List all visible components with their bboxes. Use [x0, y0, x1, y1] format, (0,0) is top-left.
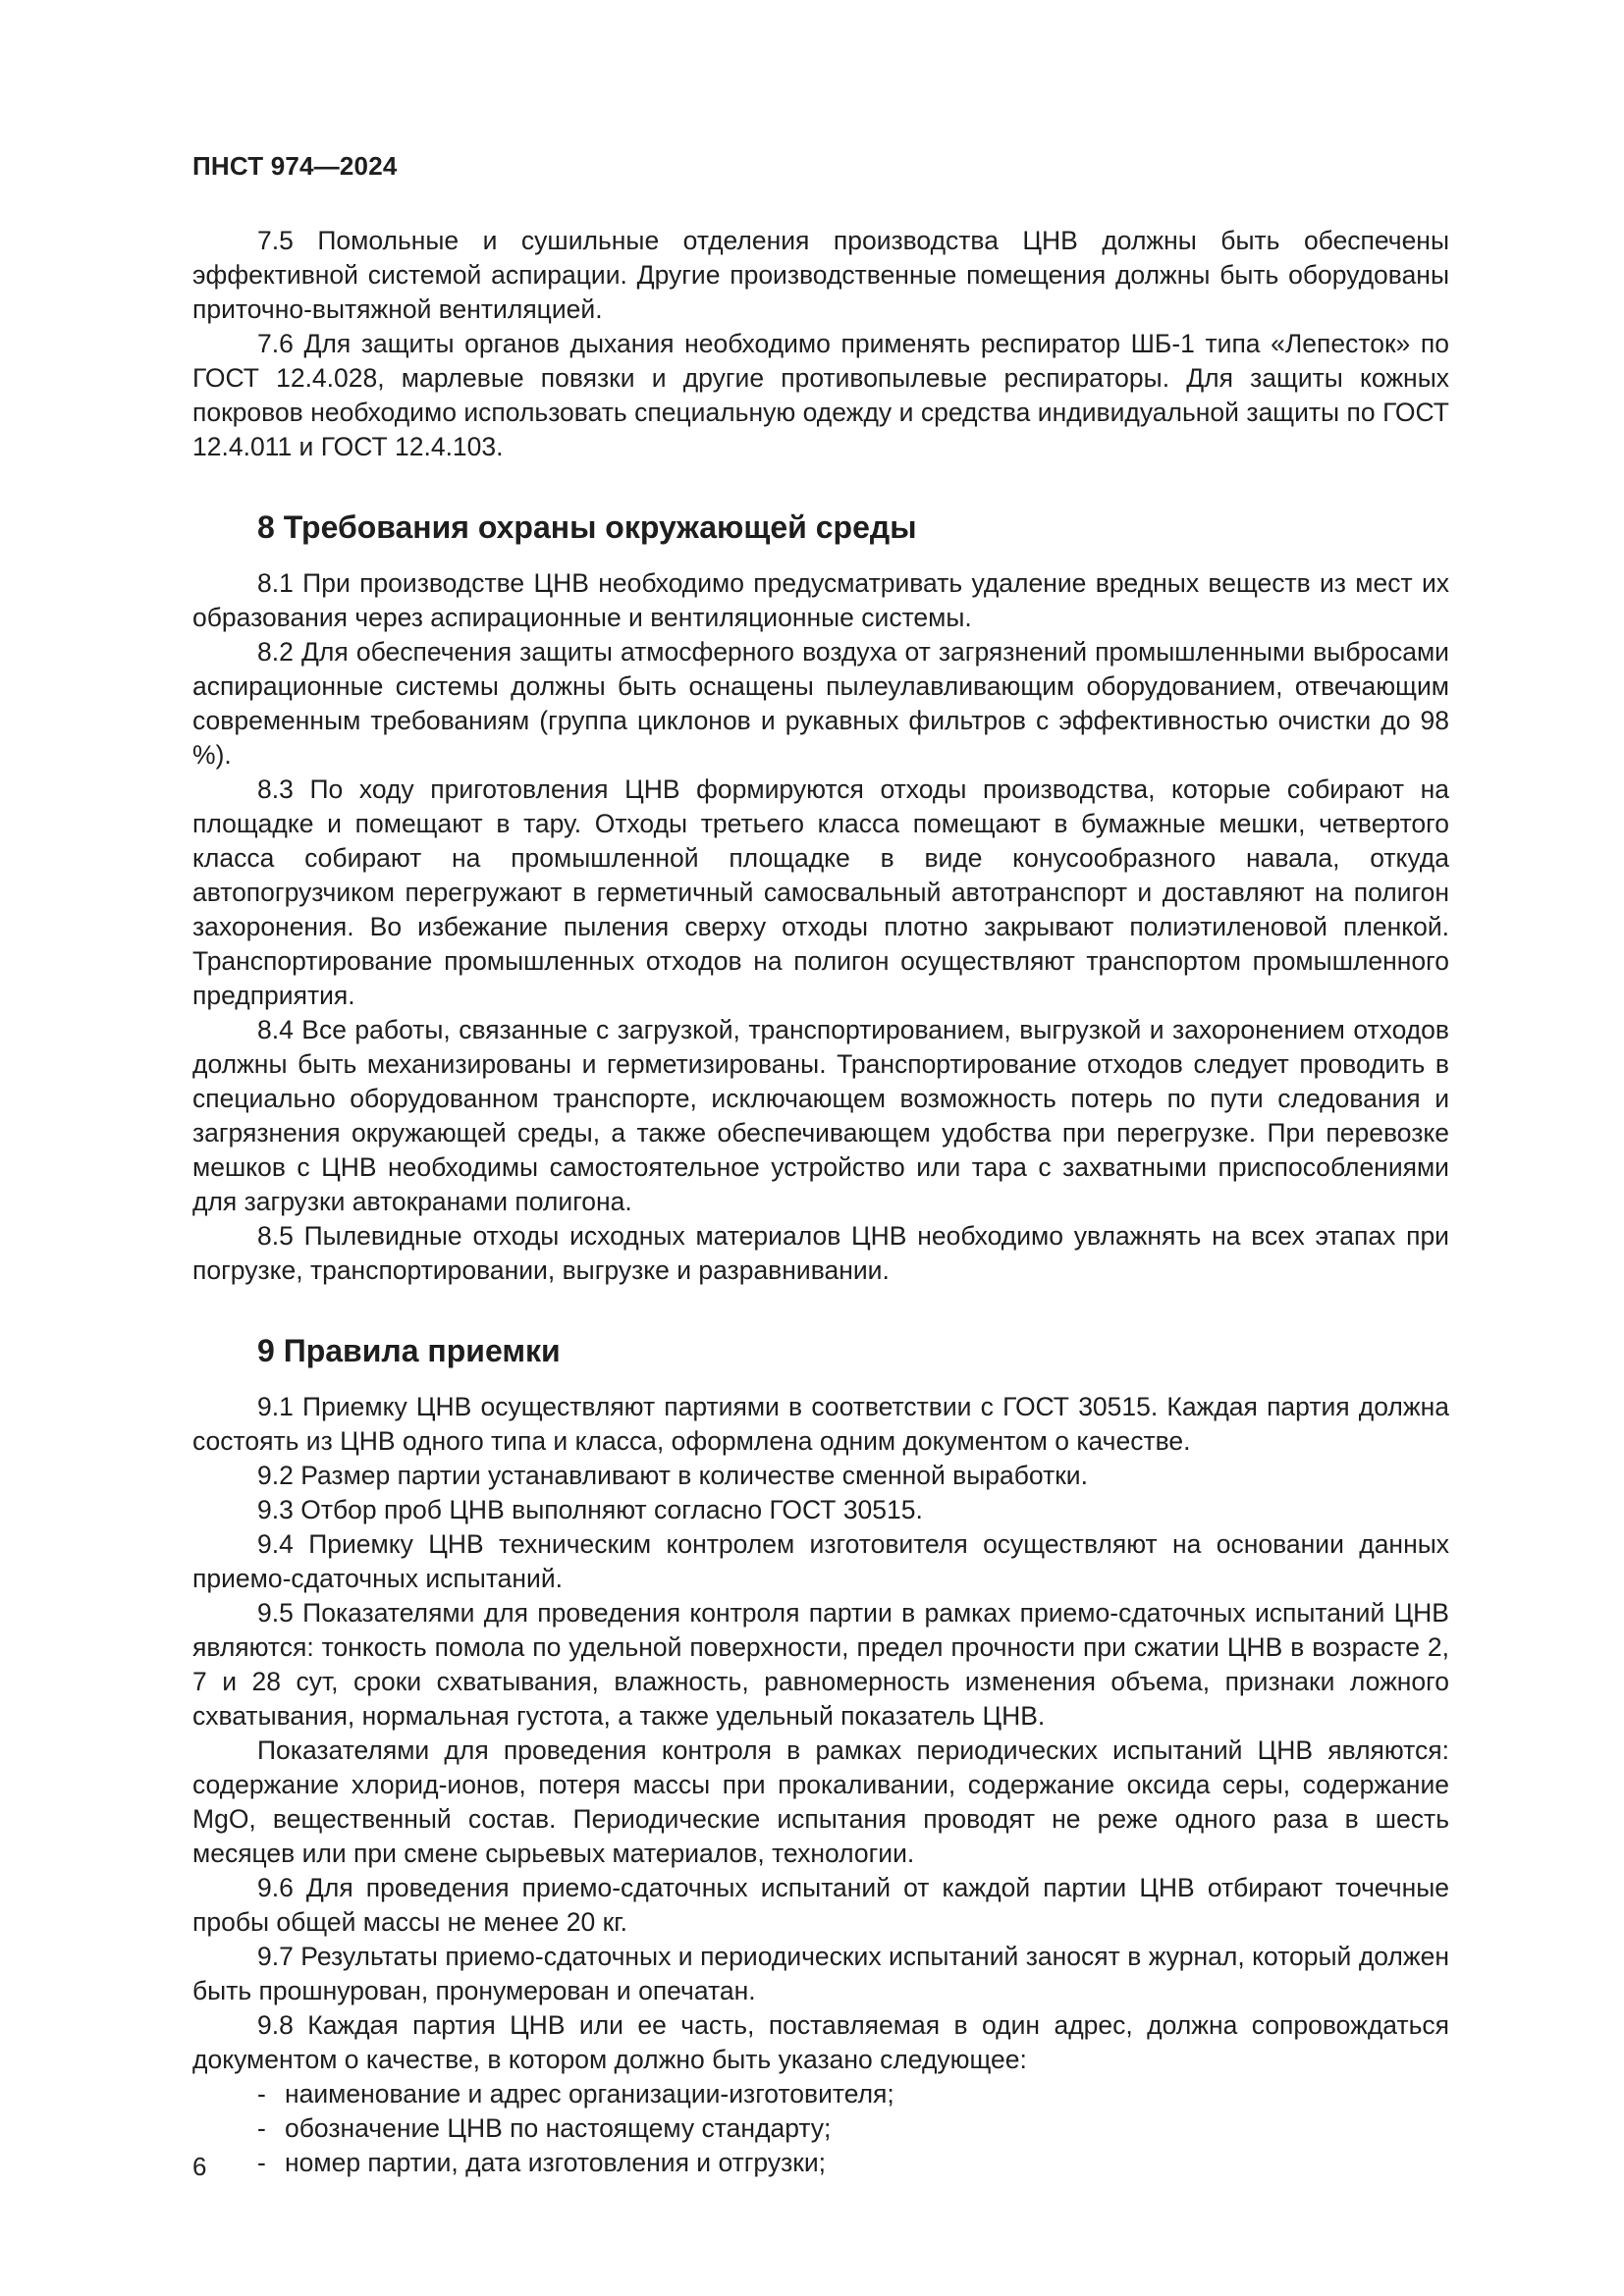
list-item-text: наименование и адрес организации-изготовителя; [285, 2079, 894, 2109]
paragraph-8-2: 8.2 Для обеспечения защиты атмосферного воздуха от загрязнений промышленными выбросами аспирационные системы должны быть оснащены пылеулавливающим оборудованием, отвечающим современным требованиям (группа циклонов и рукавных фильтров с эффективностью очистки до 98 %). [192, 637, 1449, 770]
paragraph-9-5: 9.5 Показателями для проведения контроля партии в рамках приемо-сдаточных испытаний ЦНВ являются: тонкость помола по удельной поверхности, предел прочности при сжатии ЦНВ в возрасте 2, 7 и 28 сут, сроки схватывания, влажность, равномерность изменения объема, признаки ложного схватывания, нормальная густота, а также удельный показатель ЦНВ. [192, 1598, 1449, 1731]
list-item [192, 2111, 1449, 2146]
list-dash: - [257, 2148, 266, 2177]
paragraph-9-7: 9.7 Результаты приемо-сдаточных и периодических испытаний заносят в журнал, который должен быть прошнурован, пронумерован и опечатан. [192, 1942, 1449, 2005]
paragraph-9-6: 9.6 Для проведения приемо-сдаточных испытаний от каждой партии ЦНВ отбирают точечные пробы общей массы не менее 20 кг. [192, 1873, 1449, 1937]
section-8-heading: 8 Требования охраны окружающей среды [257, 509, 917, 545]
paragraph-9-8: 9.8 Каждая партия ЦНВ или ее часть, поставляемая в один адрес, должна сопровождаться документом о качестве, в котором должно быть указано следующее: [192, 2010, 1449, 2074]
list-dash: - [257, 2079, 266, 2109]
list-dash: - [257, 2113, 266, 2143]
paragraph-8-5: 8.5 Пылевидные отходы исходных материалов ЦНВ необходимо увлажнять на всех этапах при погрузке, транспортировании, выгрузке и разравнивании. [192, 1221, 1449, 1285]
paragraph-7-5: 7.5 Помольные и сушильные отделения производства ЦНВ должны быть обеспечены эффективной системой аспирации. Другие производственные помещения должны быть оборудованы приточно-вытяжной вентиляцией. [192, 226, 1449, 324]
section-9-heading: 9 Правила приемки [257, 1333, 561, 1368]
paragraph-7-6: 7.6 Для защиты органов дыхания необходимо применять респиратор ШБ-1 типа «Лепесток» по ГОСТ 12.4.028, марлевые повязки и другие противопылевые респираторы. Для защиты кожных покровов необходимо использовать специальную одежду и средства индивидуальной защиты по ГОСТ 12.4.011 и ГОСТ 12.4.103. [192, 329, 1449, 461]
paragraph-9-1: 9.1 Приемку ЦНВ осуществляют партиями в соответствии с ГОСТ 30515. Каждая партия должна состоять из ЦНВ одного типа и класса, оформлена одним документом о качестве. [192, 1392, 1449, 1456]
list-item-text: номер партии, дата изготовления и отгрузки; [285, 2148, 827, 2177]
page-content [192, 224, 1449, 2180]
paragraph-8-4: 8.4 Все работы, связанные с загрузкой, транспортированием, выгрузкой и захоронением отходов должны быть механизированы и герметизированы. Транспортирование отходов следует проводить в специально оборудованном транспорте, исключающем возможность потерь по пути следования и загрязнения окружающей среды, а также обеспечивающем удобства при перегрузке. При перевозке мешков с ЦНВ необходимы самостоятельное устройство или тара с захватными приспособлениями для загрузки автокранами полигона. [192, 1015, 1449, 1216]
list-item [192, 2077, 1449, 2111]
paragraph-8-1: 8.1 При производстве ЦНВ необходимо предусматривать удаление вредных веществ из мест их образования через аспирационные и вентиляционные системы. [192, 568, 1449, 632]
paragraph-9-4: 9.4 Приемку ЦНВ техническим контролем изготовителя осуществляют на основании данных приемо-сдаточных испытаний. [192, 1529, 1449, 1593]
paragraph-9-3: 9.3 Отбор проб ЦНВ выполняют согласно ГОСТ 30515. [257, 1495, 923, 1524]
paragraph-9-2: 9.2 Размер партии устанавливают в количестве сменной выработки. [257, 1461, 1088, 1490]
paragraph-8-3: 8.3 По ходу приготовления ЦНВ формируются отходы производства, которые собирают на площадке и помещают в тару. Отходы третьего класса помещают в бумажные мешки, четвертого класса собирают на промышленной площадке в виде конусообразного навала, откуда автопогрузчиком перегружают в герметичный самосвальный автотранспорт и доставляют на полигон захоронения. Во избежание пыления сверху отходы плотно закрывают полиэтиленовой пленкой. Транспортирование промышленных отходов на полигон осуществляют транспортом промышленного предприятия. [192, 774, 1449, 1010]
list-item-text: обозначение ЦНВ по настоящему стандарту; [285, 2113, 832, 2143]
paragraph-9-5-periodic: Показателями для проведения контроля в рамках периодических испытаний ЦНВ являются: содержание хлорид-ионов, потеря массы при прокаливании, содержание оксида серы, содержание MgO, вещественный состав. Периодические испытания проводят не реже одного раза в шесть месяцев или при смене сырьевых материалов, технологии. [192, 1735, 1449, 1868]
page-number: 6 [192, 2152, 207, 2181]
document-designation: ПНСТ 974—2024 [192, 151, 398, 181]
list-item [192, 2146, 1449, 2180]
quality-document-list [192, 2077, 1449, 2180]
